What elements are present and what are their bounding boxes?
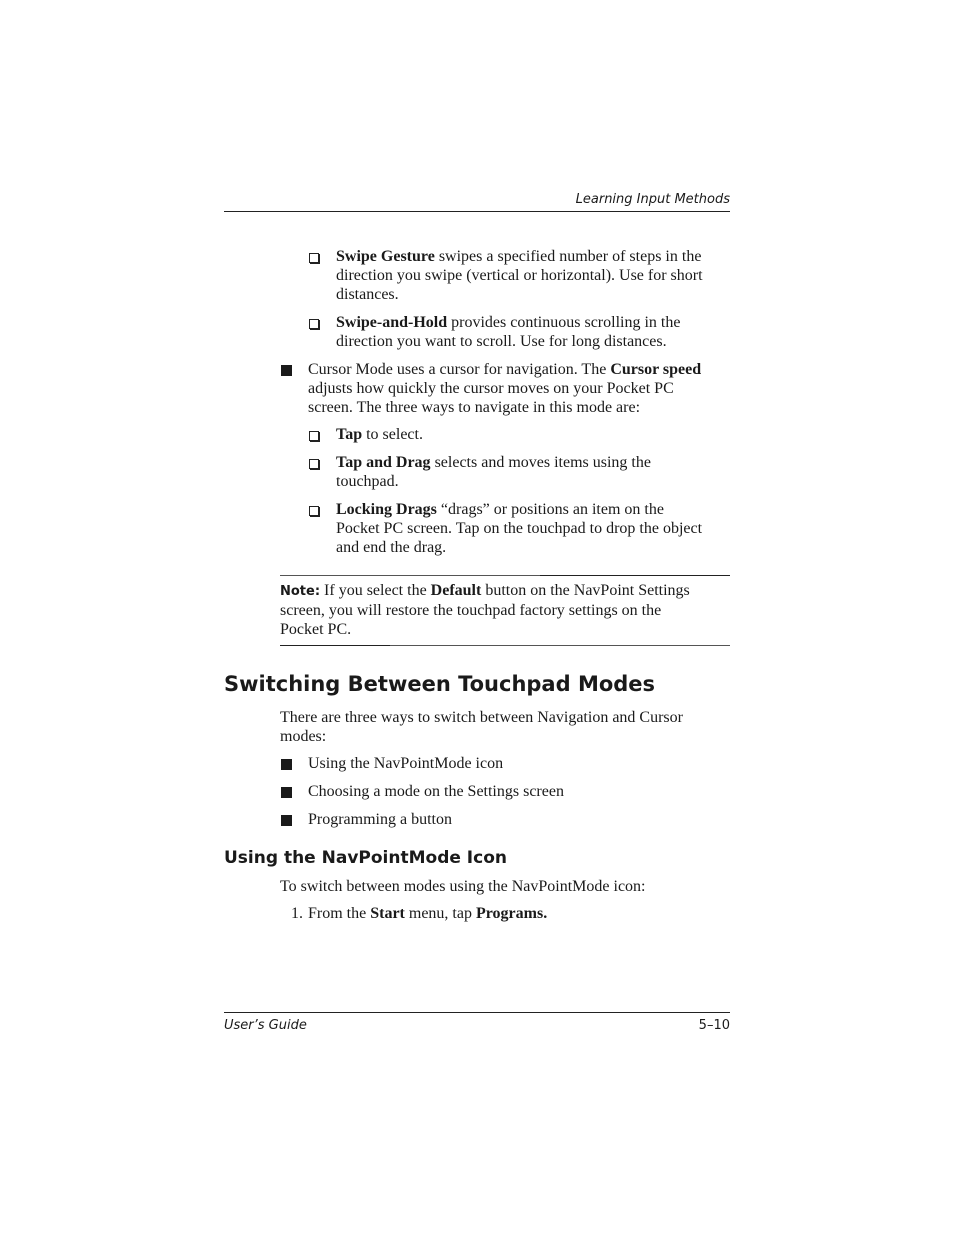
list-item-tap: Tap to select. bbox=[336, 426, 423, 443]
note-label: Note: bbox=[280, 584, 321, 599]
list-item-swipe-gesture: Swipe Gesture swipes a specified number of steps in the direction you swipe (vertical or horizontal). Use for short distances. bbox=[336, 248, 703, 303]
note-rule-bottom-accent bbox=[280, 645, 390, 646]
hollow-square-bullet-icon bbox=[309, 253, 319, 263]
list-item: Using the NavPointMode icon bbox=[308, 755, 504, 772]
hollow-square-bullet-icon bbox=[309, 459, 319, 469]
hollow-square-bullet-icon bbox=[309, 506, 319, 516]
section-heading: Switching Between Touchpad Modes bbox=[224, 672, 656, 696]
solid-square-bullet-icon bbox=[281, 365, 292, 376]
note-rule-top-accent bbox=[540, 575, 730, 576]
solid-square-bullet-icon bbox=[281, 759, 292, 770]
note-text: Note: If you select the Default button on the NavPoint Settings screen, you will restore the touchpad factory settings on the Pocket PC. bbox=[280, 582, 690, 638]
footer-title: User’s Guide bbox=[224, 1018, 307, 1033]
section-intro: There are three ways to switch between Navigation and Cursor modes: bbox=[280, 709, 683, 745]
running-header: Learning Input Methods bbox=[224, 191, 730, 212]
subsection-heading: Using the NavPointMode Icon bbox=[224, 848, 507, 868]
list-item: Programming a button bbox=[308, 811, 452, 828]
solid-square-bullet-icon bbox=[281, 787, 292, 798]
list-item-swipe-and-hold: Swipe-and-Hold provides continuous scrolling in the direction you want to scroll. Use for long distances. bbox=[336, 314, 681, 350]
list-item-cursor-mode: Cursor Mode uses a cursor for navigation. The Cursor speed adjusts how quickly the cursor moves on your Pocket PC screen. The three ways to navigate in this mode are: bbox=[308, 361, 702, 416]
step-text: From the Start menu, tap Programs. bbox=[308, 905, 548, 922]
hollow-square-bullet-icon bbox=[309, 319, 319, 329]
list-item-tap-and-drag: Tap and Drag selects and moves items using the touchpad. bbox=[336, 454, 651, 490]
list-item: Choosing a mode on the Settings screen bbox=[308, 783, 564, 800]
list-item-locking-drags: Locking Drags “drags” or positions an item on the Pocket PC screen. Tap on the touchpad to drop the object and end the drag. bbox=[336, 501, 703, 556]
step-number: 1. bbox=[291, 905, 303, 922]
hollow-square-bullet-icon bbox=[309, 431, 319, 441]
page-footer bbox=[224, 1012, 730, 1035]
subsection-intro: To switch between modes using the NavPointMode icon: bbox=[280, 878, 646, 895]
page-number: 5–10 bbox=[698, 1018, 730, 1033]
solid-square-bullet-icon bbox=[281, 815, 292, 826]
note-box bbox=[280, 575, 730, 646]
